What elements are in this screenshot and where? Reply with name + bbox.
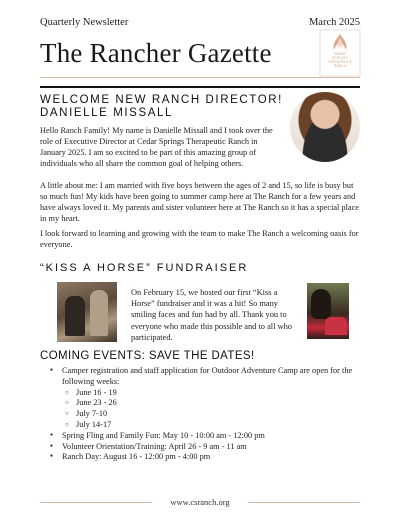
fundraiser-photo-left bbox=[57, 282, 117, 342]
camp-week: ○ July 14-17 bbox=[40, 420, 362, 431]
fundraiser-text: On February 15, we hosted our first “Kiss a Horse” fundraiser and it was a hit! So many smiling faces and fun had by all. Thank you to everyone who made this possible and to all who participated. bbox=[131, 288, 292, 342]
event-item: ● Volunteer Orientation/Training: April 26 - 9 am - 11 am bbox=[40, 442, 362, 453]
welcome-paragraph-2: A little about me: I am married with five boys between the ages of 2 and 15, so life is busy but so much fun! My kids have been going to summer camp here at The Ranch for a few years and have always loved it. My parents and sister volunteer here at The Ranch so it has a special place in my heart. bbox=[40, 181, 359, 223]
footer-divider-right bbox=[248, 502, 360, 503]
issue-date: March 2025 bbox=[308, 17, 360, 28]
footer-divider-left bbox=[40, 502, 152, 503]
newsletter-title: The Rancher Gazette bbox=[40, 38, 272, 68]
fundraiser-heading: “KISS A HORSE” FUNDRAISER bbox=[40, 262, 249, 274]
event-camper: ● Camper registration and staff application for Outdoor Adventure Camp are open for the following weeks: bbox=[40, 366, 362, 388]
camp-week: ○ June 23 - 26 bbox=[40, 398, 362, 409]
photo-horse-head bbox=[311, 289, 331, 319]
director-photo bbox=[290, 92, 360, 162]
photo-person bbox=[325, 317, 347, 335]
photo-figure bbox=[65, 296, 85, 336]
photo-horse bbox=[90, 290, 108, 336]
header-divider bbox=[40, 77, 360, 78]
welcome-paragraph-3: I look forward to learning and growing with the team to make The Ranch a welcoming oasis for everyone. bbox=[40, 229, 359, 249]
logo-text: CEDAR SPRINGS THERAPEUTIC RANCH bbox=[327, 52, 353, 68]
welcome-paragraph-1: Hello Ranch Family! My name is Danielle Missall and I took over the role of Executive Director at Cedar Springs Therapeutic Ranch in January 2025. I am so excited to be part of this amazing group of individuals who all share the common goal of helping others. bbox=[40, 126, 273, 168]
event-item: ● Spring Fling and Family Fun: May 10 - 10:00 am - 12:00 pm bbox=[40, 431, 362, 442]
camp-week: ○ June 16 - 19 bbox=[40, 388, 362, 399]
welcome-heading: WELCOME NEW RANCH DIRECTOR! DANIELLE MISSALL bbox=[40, 94, 283, 119]
event-item: ● Ranch Day: August 16 - 12:00 pm - 4:00 pm bbox=[40, 452, 362, 463]
section-divider bbox=[40, 86, 360, 88]
events-list bbox=[40, 366, 362, 463]
footer-url[interactable]: www.csranch.org bbox=[170, 497, 230, 507]
events-heading: COMING EVENTS: SAVE THE DATES! bbox=[40, 350, 255, 362]
newsletter-label: Quarterly Newsletter bbox=[40, 17, 129, 28]
fundraiser-photo-right bbox=[307, 283, 349, 339]
camp-week: ○ July 7-10 bbox=[40, 409, 362, 420]
